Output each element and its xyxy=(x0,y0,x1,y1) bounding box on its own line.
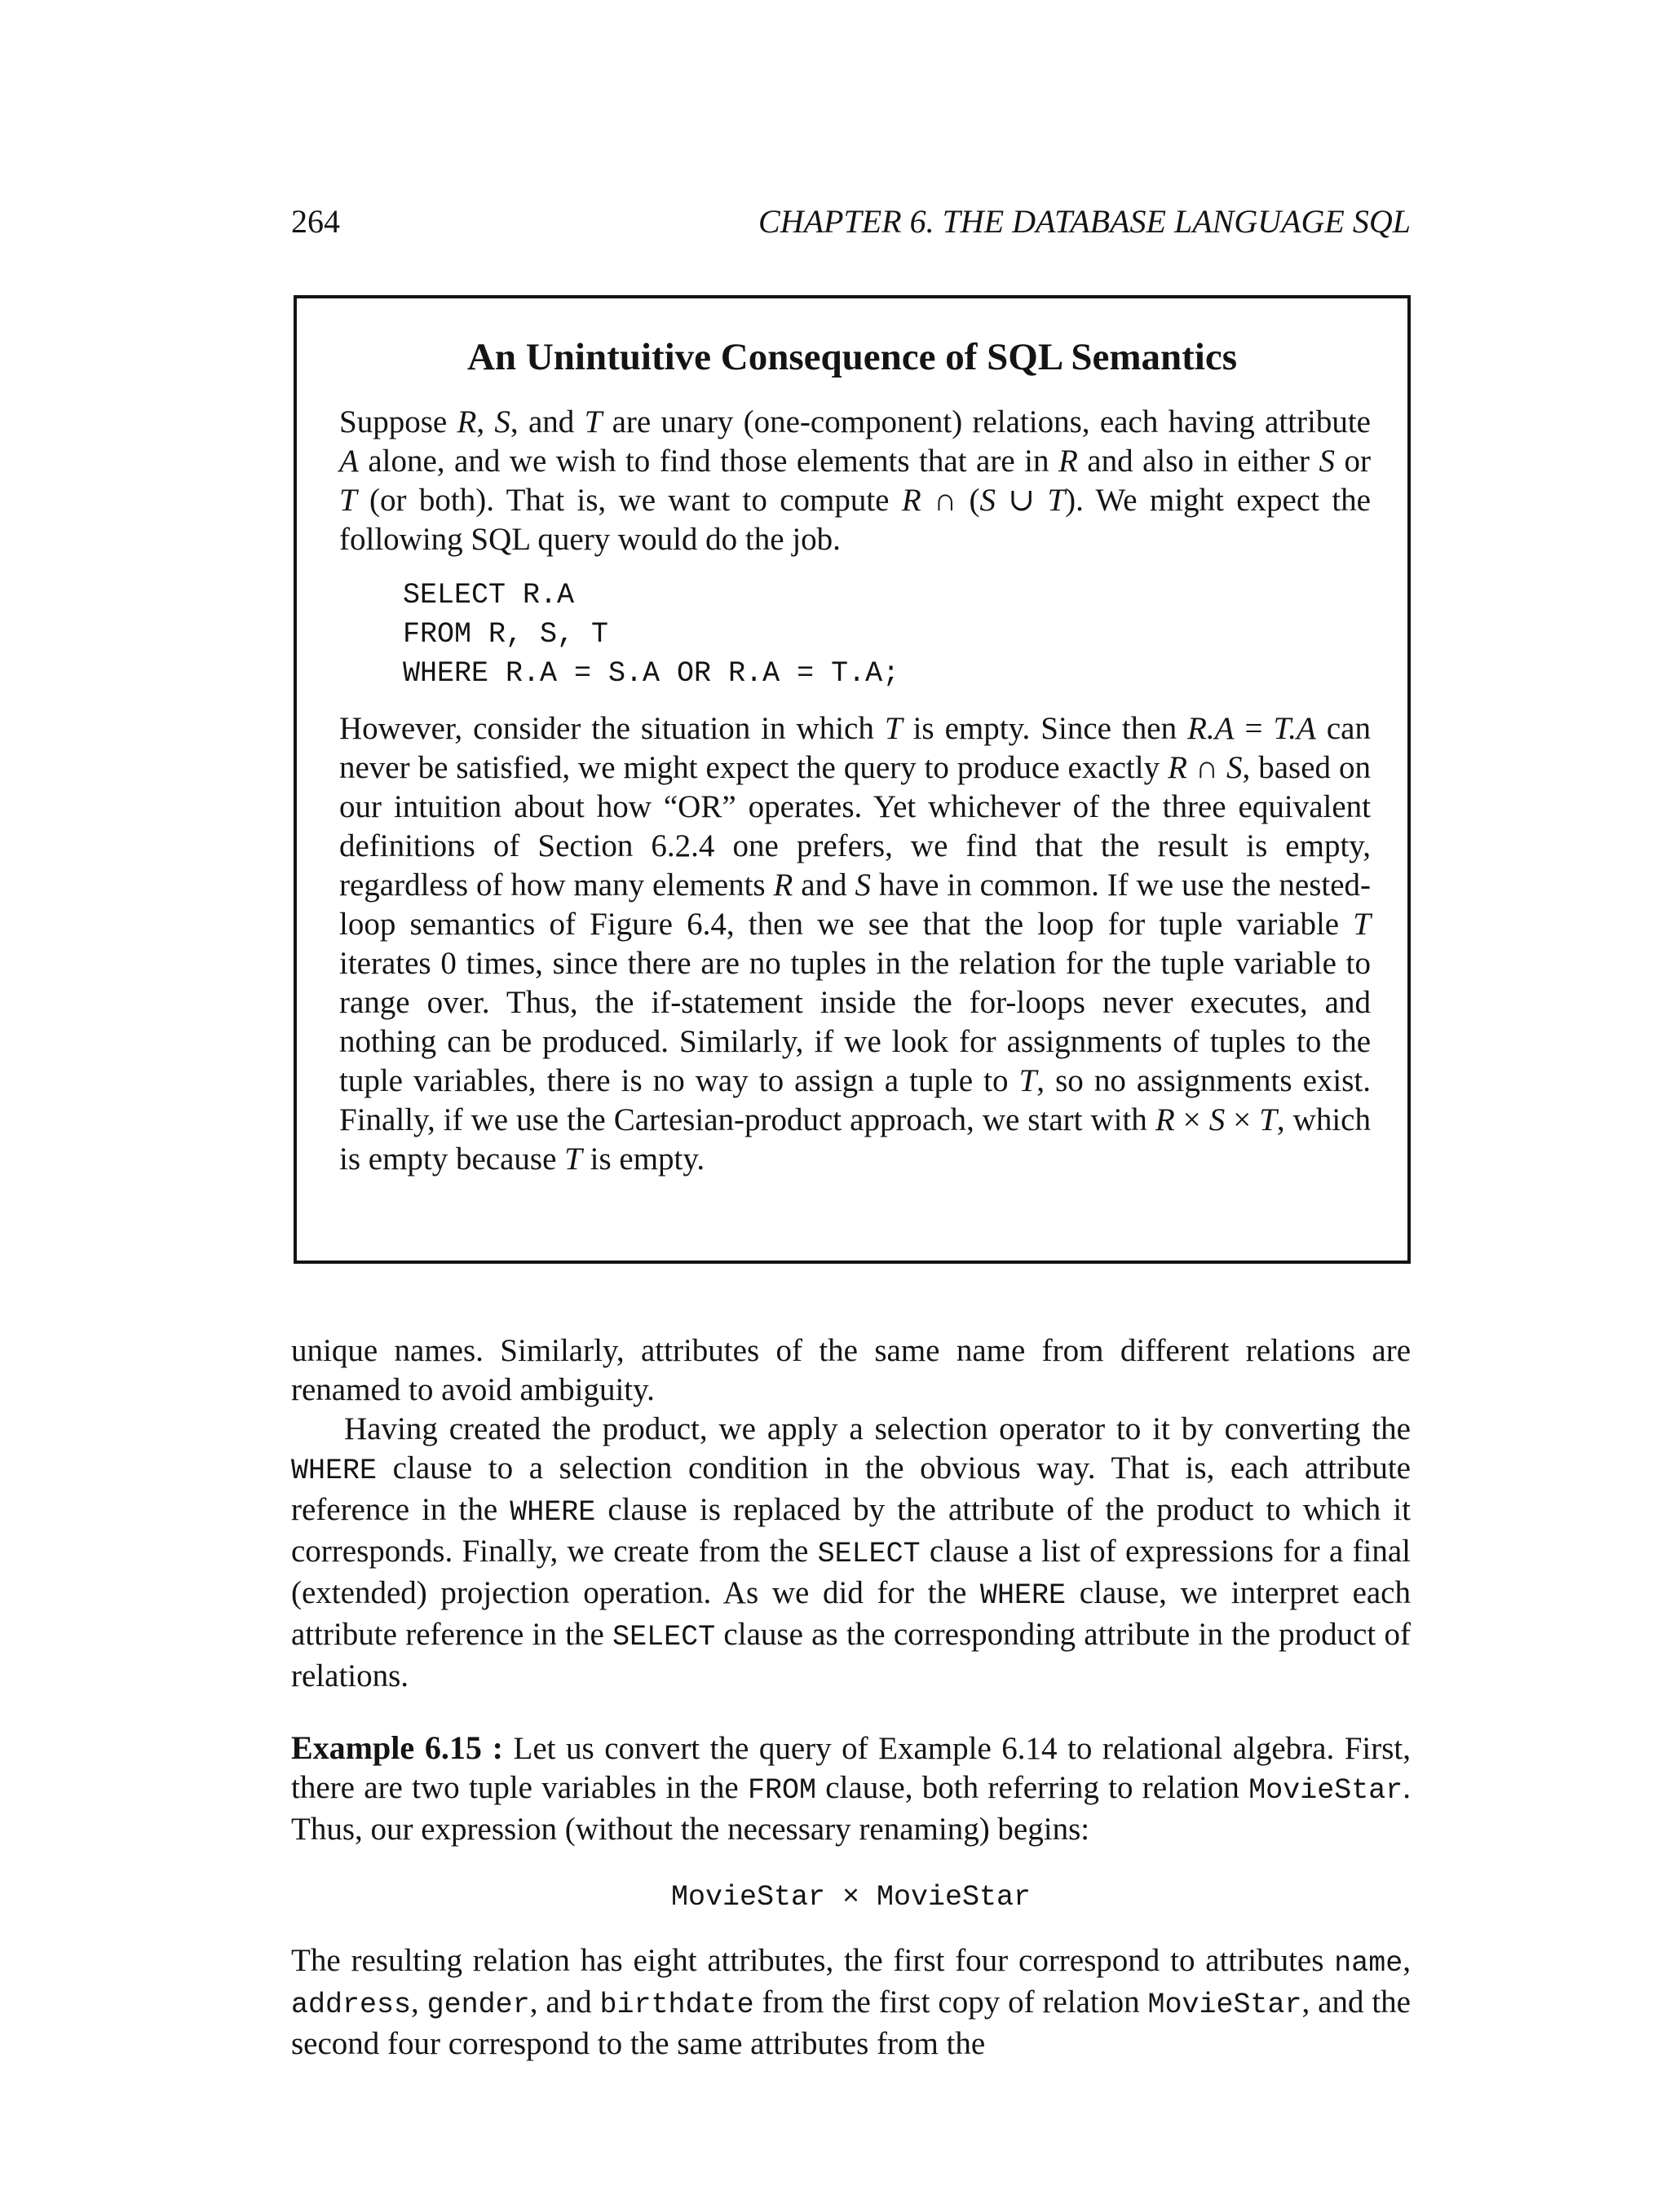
math-variable: T xyxy=(884,711,903,746)
math-variable: S xyxy=(1319,444,1336,479)
code-identifier: name xyxy=(1334,1947,1403,1980)
text-run: or xyxy=(1335,444,1371,479)
code-keyword: WHERE xyxy=(980,1579,1067,1612)
running-head: CHAPTER 6. THE DATABASE LANGUAGE SQL xyxy=(758,203,1411,240)
page-number: 264 xyxy=(291,203,340,240)
text-run: = xyxy=(1234,711,1274,746)
math-variable: R xyxy=(1168,750,1187,785)
box-title: An Unintuitive Consequence of SQL Semantics xyxy=(466,336,1238,378)
math-variable: T.A xyxy=(1273,711,1316,746)
math-variable: T xyxy=(339,483,357,518)
example-paragraph xyxy=(291,1729,1411,1849)
code-identifier: gender xyxy=(426,1989,530,2021)
math-variable: T xyxy=(584,404,603,439)
text-run: clause to a selection condition in the obvious way. That is, each attribute reference in the xyxy=(291,1450,1411,1527)
sidebar-box xyxy=(294,295,1411,1264)
text-run: ∪ xyxy=(996,483,1048,518)
text-run: , and xyxy=(529,1985,600,2020)
box-content xyxy=(339,403,1371,1179)
text-run: , so no assignments exist. Finally, if we use the Cartesian-product approach, we start with xyxy=(339,1063,1372,1137)
code-identifier: birthdate xyxy=(599,1989,754,2021)
display-expression: MovieStar × MovieStar xyxy=(670,1881,1032,1914)
text-run: alone, and we wish to find those elements that are in xyxy=(358,444,1058,479)
text-run: is empty. Since then xyxy=(902,711,1188,746)
math-variable: S xyxy=(1208,1102,1226,1137)
text-run: clause, both referring to relation xyxy=(815,1770,1249,1805)
page-header xyxy=(291,202,1411,251)
box-paragraph-2 xyxy=(339,709,1371,1179)
text-run: have in common. If we use the nested-loop semantics of Figure 6.4, then we see that the loop for tuple variable xyxy=(339,868,1372,942)
code-keyword: SELECT xyxy=(612,1621,716,1653)
math-variable: T xyxy=(1018,1063,1037,1098)
text-run: Suppose xyxy=(339,404,457,439)
math-variable: S xyxy=(494,404,510,439)
text-run: × xyxy=(1225,1102,1260,1137)
text-run: clause is replaced by the attribute of the product to which it corresponds. Finally, we create from the xyxy=(291,1492,1411,1569)
math-variable: T xyxy=(564,1141,582,1177)
text-run: clause a list of expressions for a final (extended) projection operation. As we did for the xyxy=(291,1534,1411,1610)
text-run: ). We might expect the following SQL query would do the job. xyxy=(339,483,1371,557)
math-variable: R xyxy=(457,404,477,439)
text-run: ∩ xyxy=(1186,750,1226,785)
body-paragraph-2 xyxy=(291,1410,1411,1696)
code-keyword: SELECT xyxy=(817,1538,921,1570)
text-run: are unary (one-component) relations, each having attribute xyxy=(602,404,1371,439)
math-variable: T xyxy=(1259,1102,1277,1137)
math-variable: A xyxy=(339,444,359,479)
text-run: , and xyxy=(510,404,585,439)
body-paragraph-1: unique names. Similarly, attributes of the same name from different relations are renamed to avoid ambiguity. xyxy=(291,1333,1411,1407)
body-text xyxy=(291,1331,1411,2064)
body-paragraph-3 xyxy=(291,1941,1411,2064)
text-run: is empty. xyxy=(581,1141,705,1177)
text-run: The resulting relation has eight attributes, the first four correspond to attributes xyxy=(291,1943,1335,1978)
text-run: , xyxy=(1403,1943,1411,1978)
text-run: and xyxy=(793,868,855,903)
math-variable: R xyxy=(1058,444,1078,479)
text-run: iterates 0 times, since there are no tuples in the relation for the tuple variable to range over. Thus, the if-statement inside the for-loops never executes, and nothing can be produced. Similarly, if we look for assignments of tuples to the tuple variables, there is no way to assign a tuple to xyxy=(339,946,1371,1098)
text-run: ∩ ( xyxy=(921,483,980,518)
text-run: Having created the product, we apply a selection operator to it by converting the xyxy=(344,1411,1411,1446)
text-run: clause as the corresponding attribute in the product of relations. xyxy=(291,1617,1411,1693)
text-run: from the first copy of relation xyxy=(753,1985,1148,2020)
code-identifier: MovieStar xyxy=(1147,1989,1302,2021)
text-run: and also in either xyxy=(1077,444,1319,479)
text-run: , xyxy=(476,404,495,439)
text-run: . Thus, our expression (without the necessary renaming) begins: xyxy=(291,1770,1411,1847)
math-variable: T xyxy=(1353,907,1371,942)
math-variable: R xyxy=(1155,1102,1175,1137)
code-keyword: FROM xyxy=(747,1774,816,1807)
text-run: , and the second four correspond to the same attributes from the xyxy=(291,1985,1411,2061)
text-run: , which is empty because xyxy=(339,1102,1371,1177)
code-keyword: WHERE xyxy=(510,1496,596,1529)
math-variable: S xyxy=(1226,750,1243,785)
sql-query xyxy=(403,576,1371,693)
example-label: Example 6.15 : xyxy=(291,1729,503,1766)
code-identifier: MovieStar xyxy=(1248,1774,1403,1807)
sql-line: SELECT R.A xyxy=(403,579,575,612)
sql-line: WHERE R.A = S.A OR R.A = T.A; xyxy=(403,657,900,690)
code-identifier: address xyxy=(291,1989,412,2021)
text-run: However, consider the situation in which xyxy=(339,711,885,746)
math-variable: R xyxy=(773,868,793,903)
text-run: clause, we interpret each attribute reference in the xyxy=(291,1575,1411,1652)
math-variable: S xyxy=(979,483,996,518)
text-run: × xyxy=(1174,1102,1209,1137)
text-run: , based on our intuition about how “OR” operates. Yet whichever of the three equivalent definitions of Section 6.2.4 one prefers, we find that the result is empty, regardless of how many elements xyxy=(339,750,1371,903)
text-run: can never be satisfied, we might expect the query to produce exactly xyxy=(339,711,1371,785)
text-run: , xyxy=(411,1985,427,2020)
math-variable: R.A xyxy=(1187,711,1235,746)
box-paragraph-1 xyxy=(339,403,1371,559)
text-run: Let us convert the query of Example 6.14 to relational algebra. First, there are two tuple variables in the xyxy=(291,1731,1411,1805)
code-keyword: WHERE xyxy=(291,1455,378,1487)
math-variable: R xyxy=(901,483,921,518)
math-variable: T xyxy=(1047,483,1066,518)
text-run: (or both). That is, we want to compute xyxy=(356,483,902,518)
sql-line: FROM R, S, T xyxy=(403,618,609,651)
math-variable: S xyxy=(855,868,871,903)
